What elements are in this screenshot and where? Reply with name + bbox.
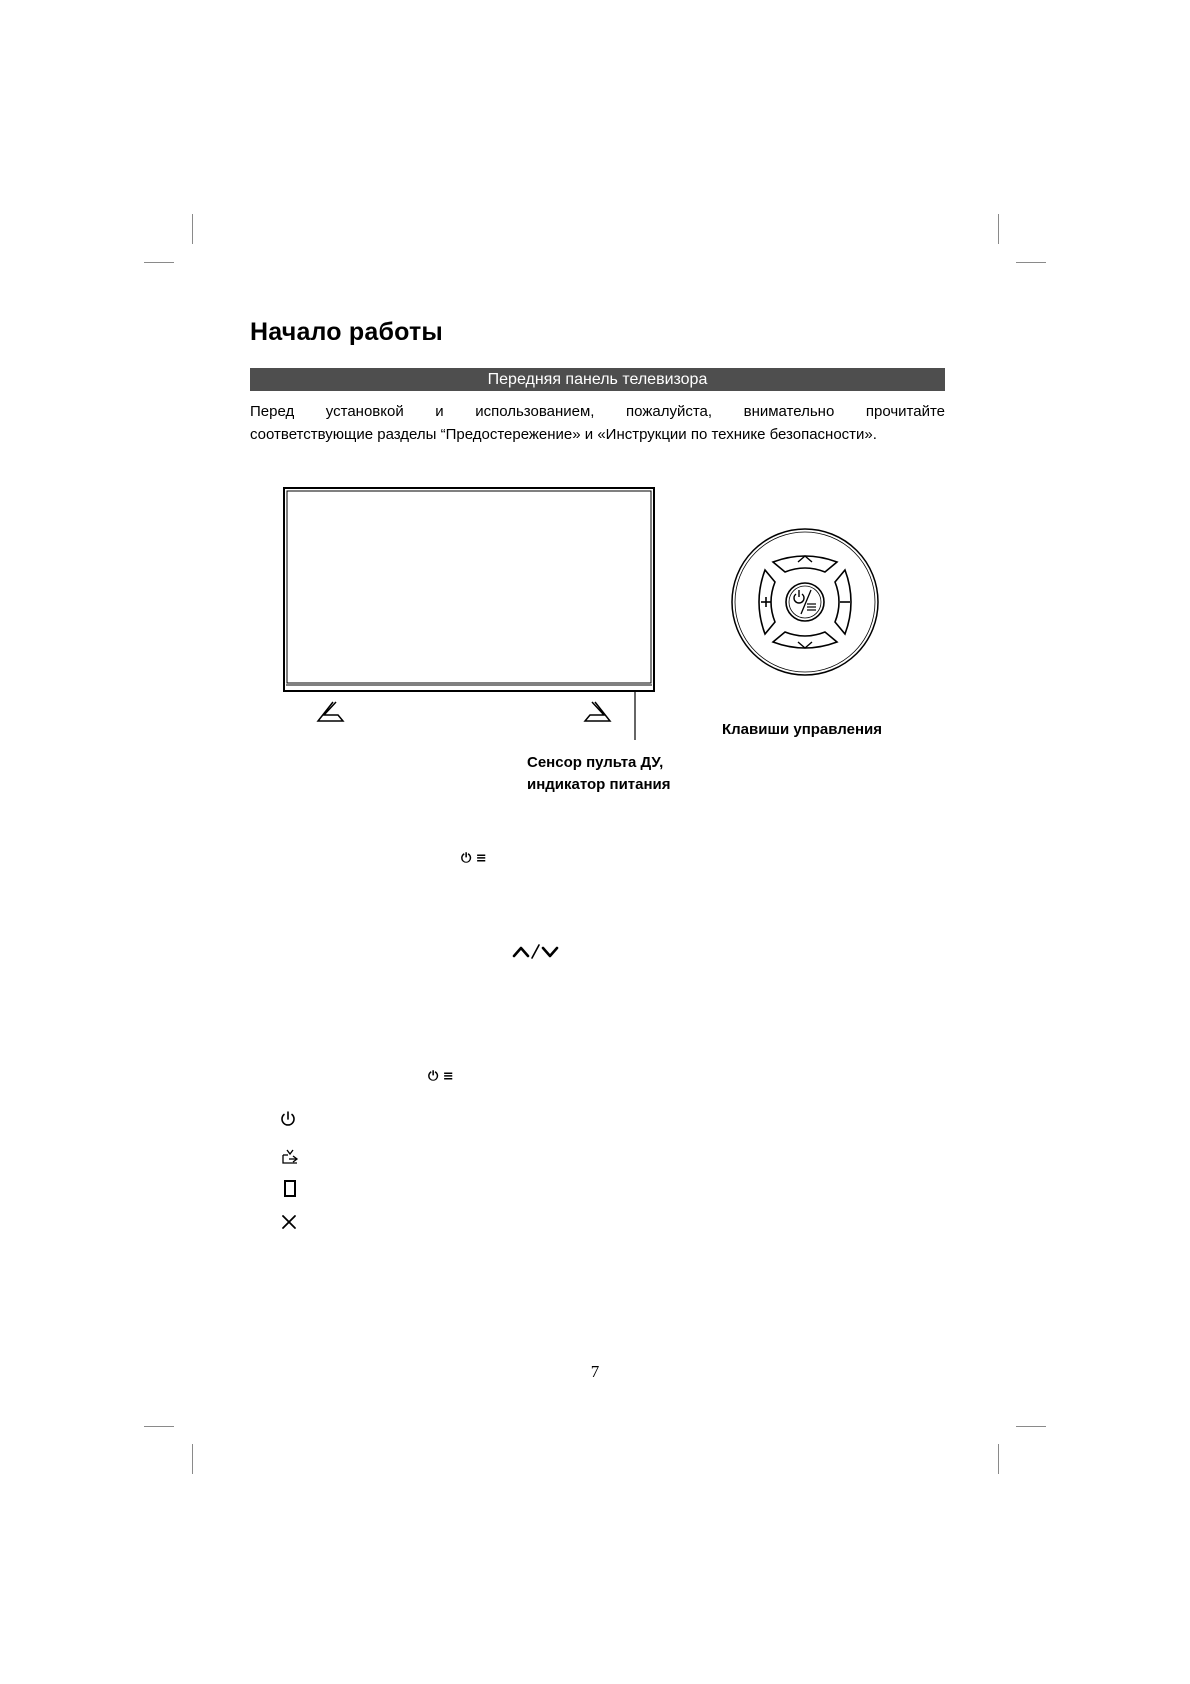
power-menu-inline-glyph: ⏻ ≡ <box>461 851 487 866</box>
crop-mark-top-left-vertical <box>192 214 193 244</box>
remote-sensor-label <box>527 752 671 796</box>
control-keypad-illustration <box>725 522 885 682</box>
tv-stand-right <box>585 702 610 721</box>
crop-mark-top-right-horizontal <box>1016 262 1046 263</box>
minus-icon <box>835 570 851 634</box>
tv-stand-left <box>318 702 343 721</box>
chevron-up-icon <box>773 556 837 572</box>
crop-mark-bottom-right-horizontal <box>1016 1426 1046 1427</box>
crop-mark-bottom-right-vertical <box>998 1444 999 1474</box>
power-menu-icon <box>786 583 824 621</box>
plus-icon <box>759 570 775 634</box>
tv-source-icon <box>280 1148 300 1166</box>
power-icon <box>279 1110 297 1128</box>
tv-body <box>284 488 654 691</box>
intro-paragraph <box>250 400 945 446</box>
chevron-down-icon <box>773 632 837 648</box>
power-menu-inline-glyph-2: ⏻ ≡ <box>428 1069 454 1084</box>
tv-front-illustration <box>275 480 665 740</box>
crop-mark-top-right-vertical <box>998 214 999 244</box>
page-number: 7 <box>590 1362 600 1381</box>
crop-mark-bottom-left-vertical <box>192 1444 193 1474</box>
section-heading-bar: Передняя панель телевизора <box>250 368 945 391</box>
crop-mark-bottom-left-horizontal <box>144 1426 174 1427</box>
intro-line-2: соответствующие разделы “Предостережение» и «Инструкции по технике безопасности». <box>250 426 877 443</box>
remote-sensor-label-line-1: Сенсор пульта ДУ, <box>527 754 664 771</box>
up-down-inline-glyph <box>512 941 562 961</box>
close-icon <box>280 1213 298 1231</box>
rectangle-icon <box>284 1180 296 1197</box>
remote-sensor-label-line-2: индикатор питания <box>527 776 671 793</box>
crop-mark-top-left-horizontal <box>144 262 174 263</box>
page-title: Начало работы <box>250 318 443 346</box>
control-keys-label: Клавиши управления <box>722 721 882 738</box>
intro-line-1: Перед установкой и использованием, пожалуйста, внимательно прочитайте <box>250 403 945 420</box>
